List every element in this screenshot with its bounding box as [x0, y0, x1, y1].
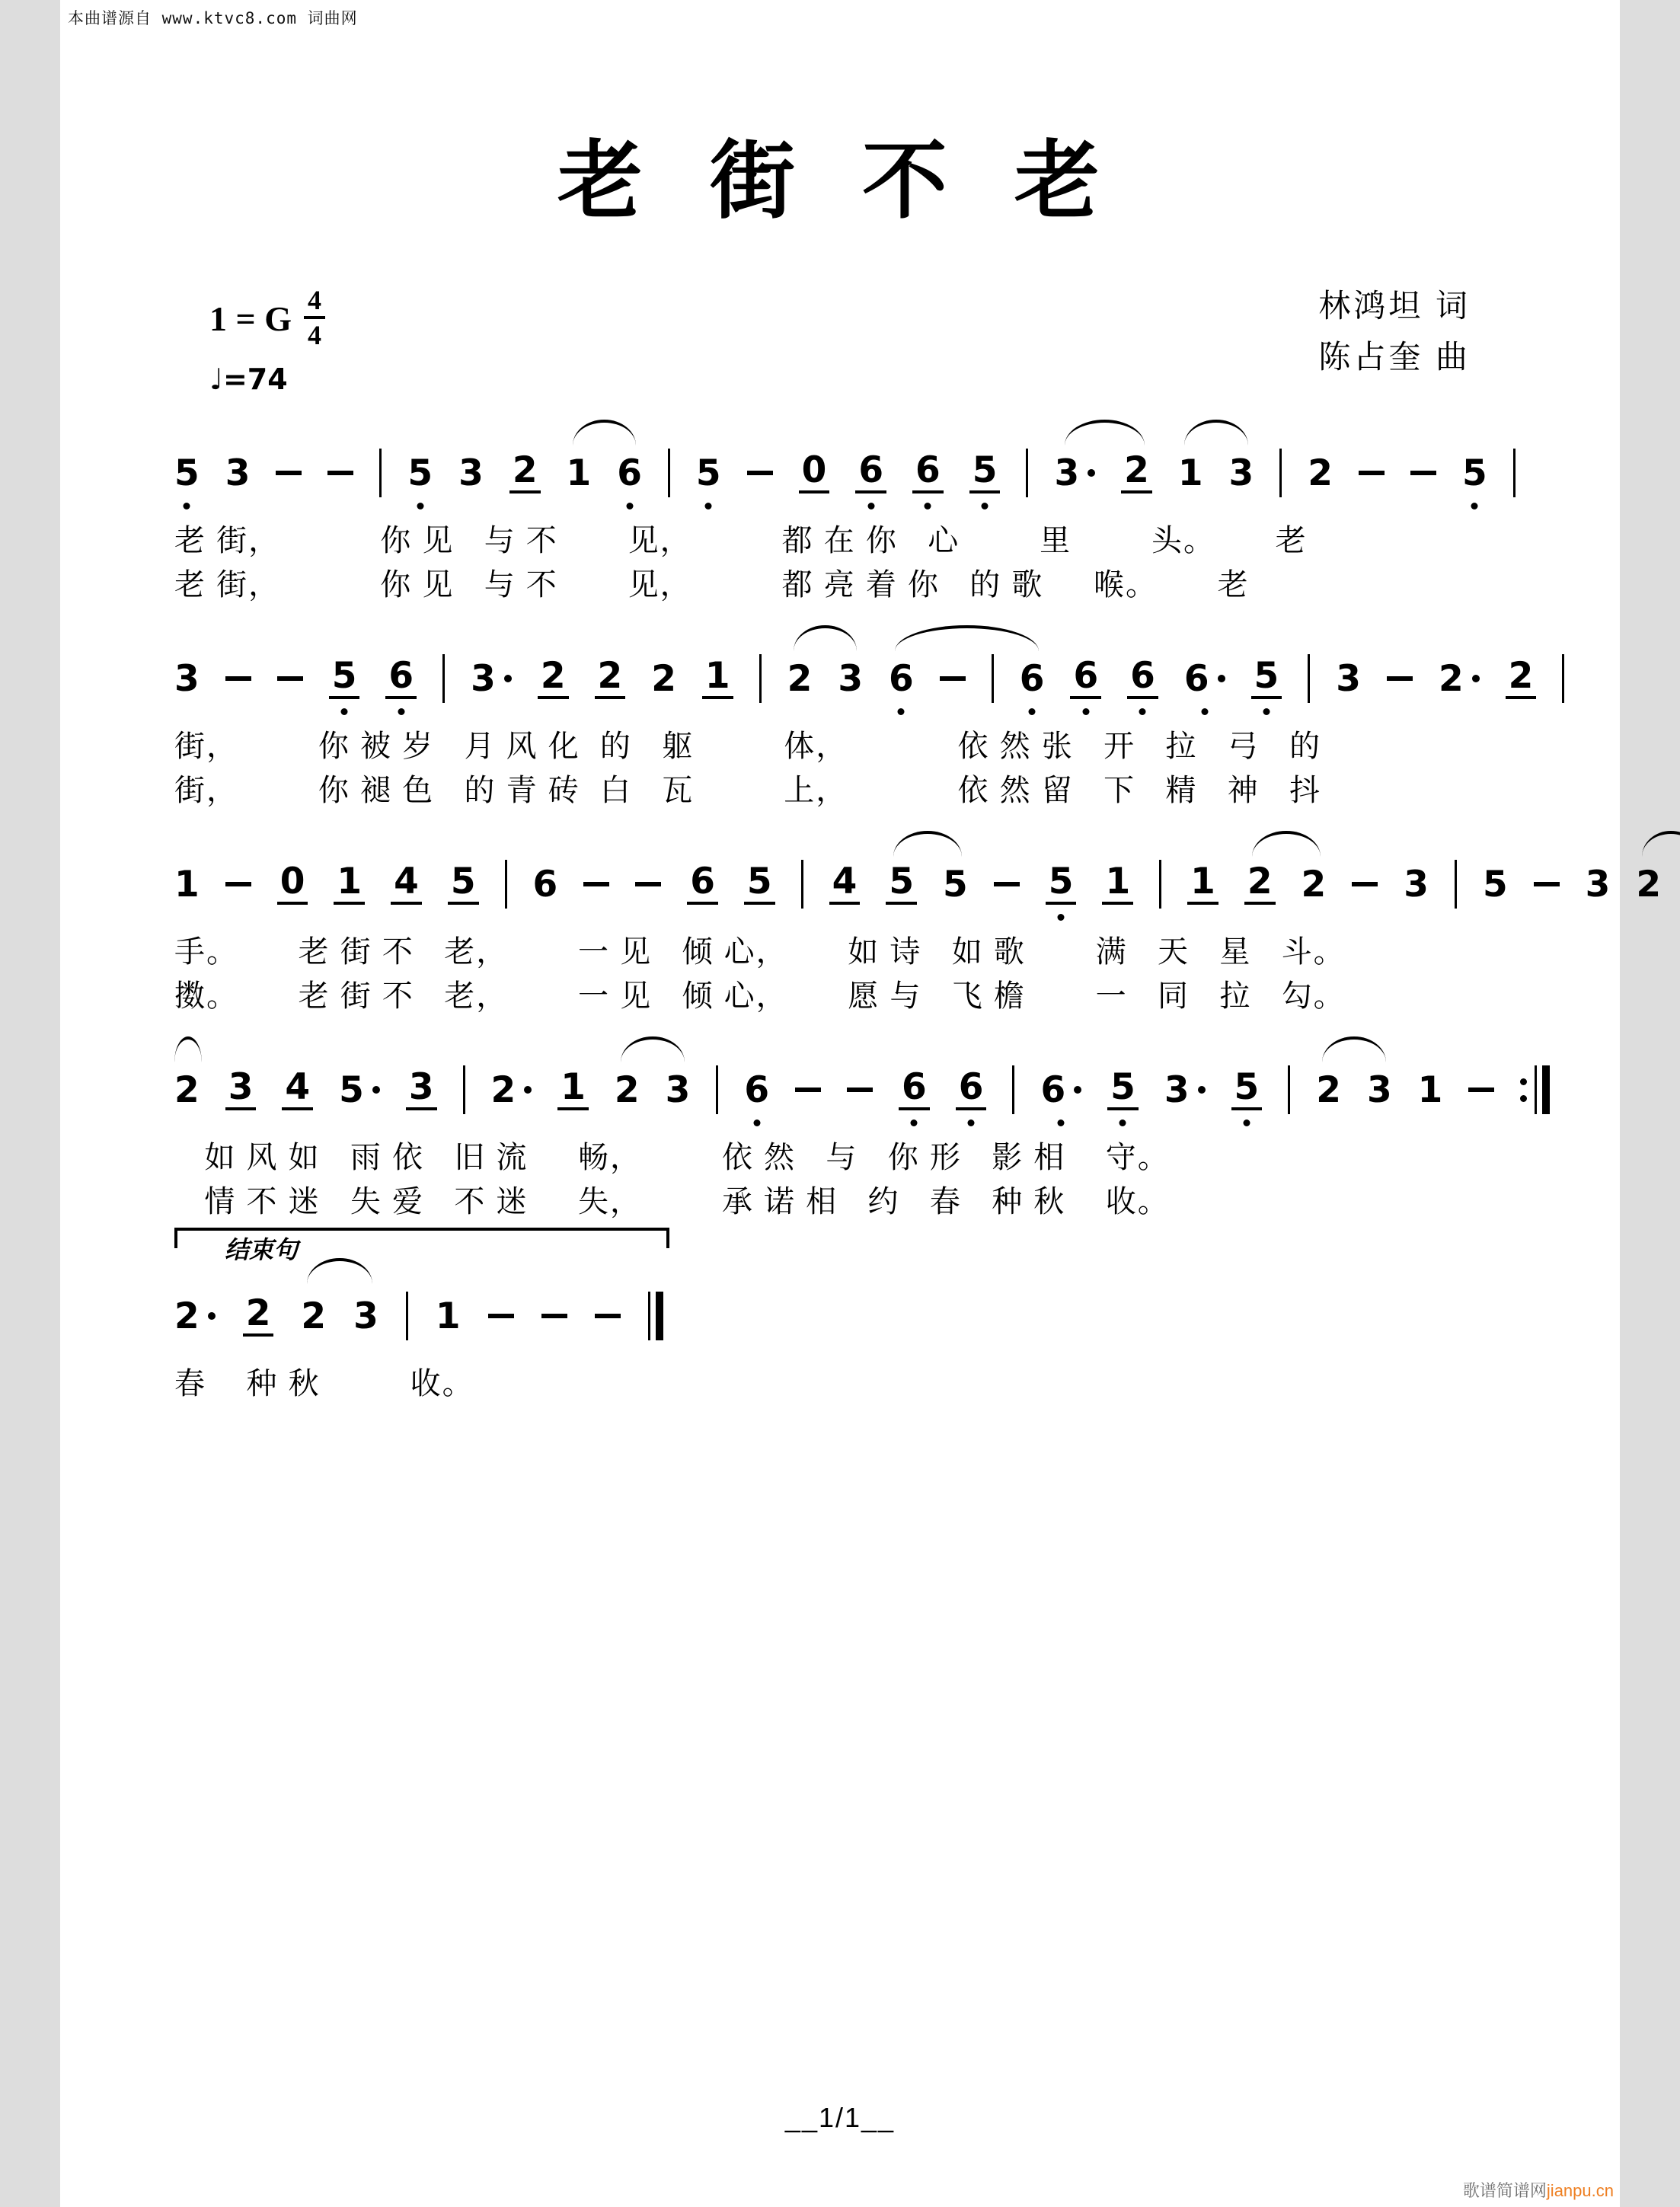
slur-arc	[1065, 420, 1145, 446]
music-system	[174, 621, 1534, 813]
note-digit: 6	[532, 863, 558, 905]
note	[1187, 861, 1218, 908]
note	[1040, 1066, 1081, 1113]
augmentation-dot	[1218, 675, 1225, 682]
note-digit: 3	[353, 1295, 378, 1337]
watermark-bottom	[1463, 2178, 1614, 2202]
barline	[463, 1065, 465, 1114]
barline-thin	[648, 1292, 650, 1340]
low-octave-dot	[898, 708, 905, 715]
duration-dash	[595, 1314, 621, 1318]
note	[353, 1292, 378, 1340]
note-digit: 5	[1107, 1069, 1139, 1110]
low-octave-dot	[1119, 1119, 1126, 1126]
note	[1127, 655, 1158, 702]
augmentation-dot	[1074, 1086, 1081, 1094]
note	[1231, 1066, 1263, 1113]
low-octave-dot	[626, 503, 633, 509]
note-digit: 5	[943, 863, 968, 905]
note-digit: 1	[174, 863, 200, 905]
slur-arc	[794, 625, 857, 651]
notation-line	[174, 1032, 1516, 1135]
note-digit: 2	[490, 1068, 516, 1111]
note	[943, 861, 968, 908]
note	[1020, 655, 1045, 702]
note	[491, 1066, 532, 1113]
note	[1308, 449, 1333, 497]
note	[243, 1292, 274, 1340]
note	[174, 1066, 200, 1113]
music-system	[174, 1032, 1516, 1224]
key-time-tempo-block	[209, 285, 325, 396]
note	[391, 861, 422, 908]
note	[301, 1292, 326, 1340]
note-digit: 4	[391, 864, 422, 905]
note-digit: 2	[1308, 452, 1333, 494]
barline	[1159, 860, 1161, 909]
barline	[1562, 654, 1564, 703]
duration-dash	[277, 676, 303, 681]
note-digit: 6	[744, 1068, 770, 1111]
note	[1367, 1066, 1392, 1113]
note-digit: 3	[225, 452, 251, 494]
ending-bracket	[174, 1228, 669, 1263]
note	[1586, 861, 1611, 908]
note-digit: 2	[174, 1068, 200, 1111]
time-signature-top: 4	[304, 286, 325, 319]
note-digit: 5	[969, 452, 1001, 493]
note	[329, 655, 360, 702]
note-digit: 5	[174, 452, 200, 494]
duration-dash	[225, 676, 251, 681]
duration-dash	[1534, 882, 1560, 886]
low-octave-dot	[1471, 503, 1478, 509]
low-octave-dot	[1263, 708, 1270, 715]
note-digit: 6	[687, 864, 718, 905]
note	[1439, 655, 1480, 702]
note-digit: 0	[277, 864, 308, 905]
note	[1102, 861, 1133, 908]
note-digit: 4	[829, 864, 861, 905]
note-digit: 2	[1506, 658, 1537, 699]
note	[696, 449, 721, 497]
note-digit: 5	[1251, 658, 1282, 699]
note	[1483, 861, 1508, 908]
barline	[1012, 1065, 1014, 1114]
note	[1178, 449, 1203, 497]
notation-line	[174, 1254, 669, 1362]
low-octave-dot	[417, 503, 423, 509]
note-digit: 5	[1231, 1069, 1263, 1110]
low-octave-dot	[1058, 914, 1065, 921]
note-digit: 2	[174, 1295, 200, 1337]
barline	[1288, 1065, 1290, 1114]
note-digit: 3	[225, 1069, 257, 1110]
note	[277, 861, 308, 908]
lyric-line: 街， 你 被 岁 月 风 化 的 躯 体， 依 然 张 开 拉 弓 的	[174, 730, 1322, 763]
slur-arc	[895, 625, 1039, 651]
note-digit: 6	[385, 658, 417, 699]
note	[1316, 1066, 1341, 1113]
note-digit: 2	[614, 1068, 640, 1111]
note	[557, 1066, 589, 1113]
notation-line	[174, 415, 1516, 519]
note-digit: 2	[509, 452, 541, 493]
note-digit: 5	[1046, 864, 1077, 905]
barline	[1455, 860, 1457, 909]
note-digit: 3	[665, 1068, 691, 1111]
barline-thick	[1542, 1065, 1550, 1114]
barline-thick	[656, 1292, 663, 1340]
note-digit: 1	[334, 864, 365, 905]
duration-dash	[747, 471, 773, 475]
note-digit: 2	[1438, 657, 1464, 700]
barline	[1026, 449, 1028, 497]
note-digit: 6	[617, 452, 642, 494]
note	[174, 655, 200, 702]
key-signature	[209, 285, 325, 350]
note	[334, 861, 365, 908]
page-number: __1/1__	[784, 2102, 896, 2133]
note	[799, 449, 830, 497]
note	[225, 449, 251, 497]
notation-line	[174, 621, 1534, 724]
note-digit: 2	[1121, 452, 1152, 493]
note-digit: 1	[1177, 452, 1203, 494]
note	[969, 449, 1001, 497]
note	[225, 1066, 257, 1113]
note-digit: 3	[1228, 452, 1254, 494]
note	[886, 861, 917, 908]
note-digit: 5	[695, 452, 721, 494]
note-digit: 3	[1404, 863, 1429, 905]
note	[339, 1066, 380, 1113]
note	[1107, 1066, 1139, 1113]
note	[615, 1066, 640, 1113]
watermark-top: 本曲谱源自 www.ktvc8.com 词曲网	[68, 9, 358, 27]
tempo-value: =74	[222, 363, 288, 396]
note-digit: 4	[282, 1069, 313, 1110]
note	[1164, 1066, 1206, 1113]
ending-section	[174, 1228, 669, 1406]
note-digit: 6	[912, 452, 944, 493]
lyricist-credit: 林鸿坦 词	[1318, 288, 1471, 324]
low-octave-dot	[184, 503, 190, 509]
note	[1404, 861, 1429, 908]
note-digit: 6	[1127, 658, 1158, 699]
note-digit: 2	[787, 657, 813, 700]
watermark-site-name: 歌谱简谱网	[1462, 2181, 1547, 2200]
duration-dash	[795, 1088, 821, 1092]
note	[1251, 655, 1282, 702]
note-digit: 2	[1244, 864, 1276, 905]
note	[617, 449, 642, 497]
augmentation-dot	[1472, 675, 1480, 682]
slur-arc	[1252, 831, 1321, 857]
note	[1244, 861, 1276, 908]
note	[471, 655, 512, 702]
note	[282, 1066, 313, 1113]
barline	[759, 654, 762, 703]
note-digit: 5	[329, 658, 360, 699]
note	[1418, 1066, 1443, 1113]
note-digit: 3	[1336, 657, 1361, 700]
note	[787, 655, 813, 702]
augmentation-dot	[372, 1086, 380, 1094]
low-octave-dot	[753, 1119, 760, 1126]
barline	[801, 860, 803, 909]
lyric-line: 老 街， 你 见 与 不 见， 都 在 你 心 里 头。 老	[174, 524, 1308, 557]
note	[174, 861, 200, 908]
sheet-music-page	[60, 0, 1662, 2207]
low-octave-dot	[398, 708, 404, 715]
note-digit: 3	[1585, 863, 1611, 905]
note-digit: 2	[1636, 863, 1662, 905]
barline	[406, 1292, 408, 1340]
note	[1462, 449, 1487, 497]
note-digit: 2	[651, 657, 676, 700]
note-digit: 6	[1070, 658, 1101, 699]
duration-dash	[488, 1314, 514, 1318]
note	[1229, 449, 1254, 497]
low-octave-dot	[968, 1119, 975, 1126]
note	[1184, 655, 1225, 702]
note	[436, 1292, 461, 1340]
duration-dash	[225, 882, 251, 886]
slur-arc	[1184, 420, 1248, 446]
note-digit: 1	[1102, 864, 1133, 905]
duration-dash	[541, 1314, 567, 1318]
tempo-marking	[209, 363, 325, 396]
duration-dash	[276, 471, 302, 475]
note	[538, 655, 569, 702]
note-digit: 1	[566, 452, 592, 494]
note	[567, 449, 592, 497]
barline-thin	[1535, 1065, 1537, 1114]
duration-dash	[635, 882, 661, 886]
barline	[379, 449, 382, 497]
final-barline	[648, 1292, 663, 1340]
note-digit: 6	[956, 1069, 987, 1110]
duration-dash	[1410, 471, 1436, 475]
note	[855, 449, 886, 497]
music-system	[174, 826, 1662, 1018]
note-digit: 5	[1482, 863, 1508, 905]
note-digit: 5	[744, 864, 775, 905]
slur-arc	[174, 1036, 202, 1062]
note	[407, 449, 433, 497]
note-digit: 3	[1366, 1068, 1392, 1111]
quarter-note-icon: ♩	[209, 363, 223, 396]
note-digit: 3	[1054, 452, 1080, 494]
note-digit: 5	[1461, 452, 1487, 494]
repeat-dot	[1520, 1095, 1527, 1102]
note	[509, 449, 541, 497]
note	[1336, 655, 1361, 702]
note-digit: 6	[889, 657, 914, 700]
slur-arc	[1322, 1036, 1386, 1062]
note-digit: 5	[339, 1068, 364, 1111]
low-octave-dot	[911, 1119, 918, 1126]
lyric-line: 手。 老 街 不 老， 一 见 倾 心， 如 诗 如 歌 满 天 星 斗。	[174, 935, 1346, 969]
augmentation-dot	[1198, 1086, 1206, 1094]
barline	[1308, 654, 1310, 703]
music-system	[174, 415, 1516, 607]
note	[174, 1292, 216, 1340]
note-digit: 1	[702, 658, 733, 699]
note-digit: 2	[595, 658, 626, 699]
note	[744, 1066, 769, 1113]
note	[912, 449, 944, 497]
lyric-line: 擞。 老 街 不 老， 一 见 倾 心， 愿 与 飞 檐 一 同 拉 勾。	[174, 979, 1346, 1013]
note	[385, 655, 417, 702]
low-octave-dot	[705, 503, 712, 509]
note-digit: 6	[899, 1069, 930, 1110]
note-digit: 3	[174, 657, 200, 700]
note	[838, 655, 863, 702]
note-digit: 1	[435, 1295, 461, 1337]
note-digit: 2	[1301, 863, 1327, 905]
note-digit: 0	[799, 452, 830, 493]
barline	[668, 449, 670, 497]
duration-dash	[847, 1088, 873, 1092]
time-signature-bottom: 4	[308, 320, 321, 350]
note	[899, 1066, 930, 1113]
note	[956, 1066, 987, 1113]
note-digit: 2	[538, 658, 569, 699]
note-digit: 3	[1164, 1068, 1190, 1111]
repeat-end-barline	[1520, 1065, 1550, 1114]
ending-label: 结束句	[225, 1236, 299, 1263]
note	[1302, 861, 1327, 908]
barline	[442, 654, 445, 703]
note	[595, 655, 626, 702]
note	[458, 449, 484, 497]
note-digit: 1	[557, 1069, 589, 1110]
duration-dash	[994, 882, 1020, 886]
note-digit: 1	[1417, 1068, 1443, 1111]
augmentation-dot	[208, 1312, 216, 1320]
repeat-dot	[1520, 1078, 1527, 1085]
note	[687, 861, 718, 908]
slur-arc	[621, 1036, 685, 1062]
barline	[1279, 449, 1282, 497]
duration-dash	[1352, 882, 1378, 886]
note	[889, 655, 914, 702]
duration-dash	[327, 471, 353, 475]
note-digit: 5	[407, 452, 433, 494]
slur-arc	[573, 420, 636, 446]
note	[1636, 861, 1661, 908]
augmentation-dot	[1088, 469, 1095, 477]
slur-arc	[1642, 831, 1680, 857]
repeat-dots	[1520, 1078, 1527, 1102]
key-label: 1 = G	[209, 299, 292, 338]
composer-credit: 陈占奎 曲	[1318, 339, 1471, 375]
note-digit: 5	[448, 864, 479, 905]
low-octave-dot	[925, 503, 931, 509]
note-digit: 6	[1019, 657, 1045, 700]
low-octave-dot	[341, 708, 348, 715]
duration-dash	[583, 882, 609, 886]
note-digit: 3	[471, 657, 496, 700]
note	[1054, 449, 1095, 497]
note-digit: 2	[1316, 1068, 1341, 1111]
note	[1121, 449, 1152, 497]
note-digit: 2	[301, 1295, 327, 1337]
low-octave-dot	[982, 503, 989, 509]
lyric-line: 春 种 秋 收。	[174, 1367, 474, 1401]
note	[651, 655, 676, 702]
note	[406, 1066, 437, 1113]
slur-arc	[307, 1258, 372, 1284]
watermark-site-url: jianpu.cn	[1546, 2181, 1614, 2200]
lyric-line: 情 不 迷 失 爱 不 迷 失， 承 诺 相 约 春 种 秋 收。	[174, 1185, 1170, 1218]
time-signature	[304, 286, 325, 349]
note	[1506, 655, 1537, 702]
duration-dash	[940, 676, 966, 681]
note-digit: 5	[886, 864, 917, 905]
note	[448, 861, 479, 908]
song-title: 老 街 不 老	[557, 135, 1123, 229]
duration-dash	[1387, 676, 1413, 681]
augmentation-dot	[504, 675, 512, 682]
note	[1070, 655, 1101, 702]
low-octave-dot	[1201, 708, 1208, 715]
note-digit: 6	[1040, 1068, 1066, 1111]
note-digit: 1	[1187, 864, 1218, 905]
augmentation-dot	[524, 1086, 532, 1094]
duration-dash	[1468, 1088, 1494, 1092]
note	[702, 655, 733, 702]
note	[744, 861, 775, 908]
low-octave-dot	[1082, 708, 1089, 715]
note-digit: 3	[838, 657, 864, 700]
note	[174, 449, 200, 497]
low-octave-dot	[1243, 1119, 1250, 1126]
note-digit: 6	[1183, 657, 1209, 700]
lyric-line: 如 风 如 雨 依 旧 流 畅， 依 然 与 你 形 影 相 守。	[174, 1141, 1170, 1174]
note	[829, 861, 861, 908]
note-digit: 6	[855, 452, 886, 493]
barline	[716, 1065, 718, 1114]
low-octave-dot	[1058, 1119, 1065, 1126]
lyric-line: 老 街， 你 见 与 不 见， 都 亮 着 你 的 歌 喉。 老	[174, 568, 1250, 602]
note	[666, 1066, 691, 1113]
notation-line	[174, 826, 1662, 930]
low-octave-dot	[1029, 708, 1036, 715]
note-digit: 3	[406, 1069, 437, 1110]
barline	[505, 860, 507, 909]
low-octave-dot	[1139, 708, 1146, 715]
barline	[1513, 449, 1516, 497]
barline	[992, 654, 994, 703]
note	[1046, 861, 1077, 908]
note-digit: 2	[243, 1295, 274, 1337]
note	[533, 861, 558, 908]
note-digit: 3	[458, 452, 484, 494]
slur-arc	[893, 831, 962, 857]
duration-dash	[1359, 471, 1385, 475]
low-octave-dot	[867, 503, 874, 509]
lyric-line: 街， 你 褪 色 的 青 砖 白 瓦 上， 依 然 留 下 精 神 抖	[174, 774, 1322, 807]
credits-block	[1318, 280, 1471, 382]
